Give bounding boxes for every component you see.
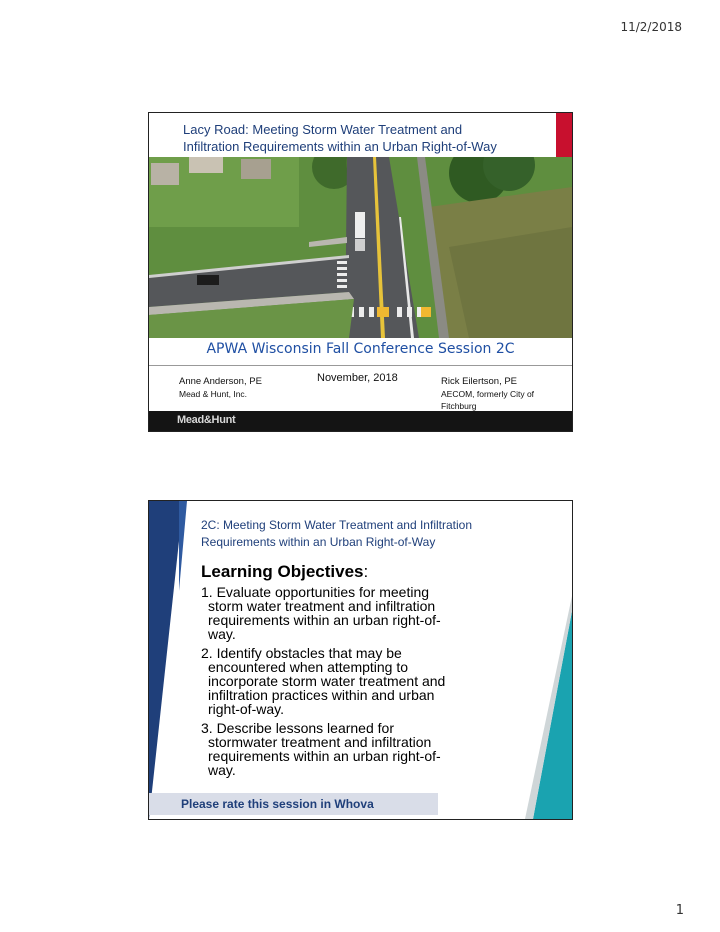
subtitle-line-1: 2C: Meeting Storm Water Treatment and Infiltration (201, 518, 473, 532)
presenter-1-org: Mead & Hunt, Inc. (179, 389, 248, 399)
slide-subtitle (201, 517, 472, 551)
page-number: 1 (675, 903, 684, 918)
presenter-2 (441, 375, 569, 412)
objective-line: way. (208, 762, 236, 778)
accent-bar (556, 113, 572, 157)
objectives-heading (201, 562, 368, 582)
objective-line: right-of-way. (208, 701, 284, 717)
objective-line: infiltration practices within and urban (208, 687, 435, 703)
objective-line: 1. Evaluate opportunities for meeting (201, 584, 430, 600)
presentation-date: November, 2018 (317, 372, 398, 384)
objective-line: 2. Identify obstacles that may be (201, 645, 402, 661)
objective-line: 3. Describe lessons learned for (201, 720, 394, 736)
presenter-2-org-line-2: Fitchburg (441, 401, 477, 411)
subtitle-line-2: Requirements within an Urban Right-of-Way (201, 535, 436, 549)
presenter-2-org-line-1: AECOM, formerly City of (441, 389, 535, 399)
objectives-list (201, 585, 531, 782)
slide-title-header (149, 113, 555, 157)
title-line-2: Infiltration Requirements within an Urban Right-of-Way (183, 139, 497, 154)
objective-line: requirements within an urban right-of- (208, 748, 441, 764)
rating-banner-text: Please rate this session in Whova (181, 797, 374, 811)
objective-line: encountered when attempting to (208, 659, 409, 675)
aerial-road-photo (149, 157, 572, 338)
slide-title (148, 112, 573, 432)
presenter-1-name: Anne Anderson, PE (179, 376, 262, 387)
presenter-1 (179, 375, 262, 401)
objective-item (201, 585, 531, 641)
objective-line: storm water treatment and infiltration (208, 598, 436, 614)
objectives-heading-text: Learning Objectives (201, 562, 364, 581)
divider (149, 365, 572, 366)
objective-item (201, 721, 531, 777)
slide-objectives (148, 500, 573, 820)
objective-line: way. (208, 626, 236, 642)
objective-line: stormwater treatment and infiltration (208, 734, 432, 750)
objectives-heading-colon: : (363, 562, 369, 581)
rating-banner (149, 793, 438, 815)
presenter-2-name: Rick Eilertson, PE (441, 376, 518, 387)
objective-line: requirements within an urban right-of- (208, 612, 441, 628)
mead-hunt-logo: Mead&Hunt (177, 414, 236, 426)
slide-title-heading (183, 121, 497, 155)
objective-line: incorporate storm water treatment and (208, 673, 446, 689)
page-date: 11/2/2018 (620, 20, 682, 34)
slide-footer (149, 411, 572, 431)
title-line-1: Lacy Road: Meeting Storm Water Treatment and (183, 122, 463, 137)
objective-item (201, 646, 531, 716)
conference-title: APWA Wisconsin Fall Conference Session 2C (206, 341, 515, 357)
